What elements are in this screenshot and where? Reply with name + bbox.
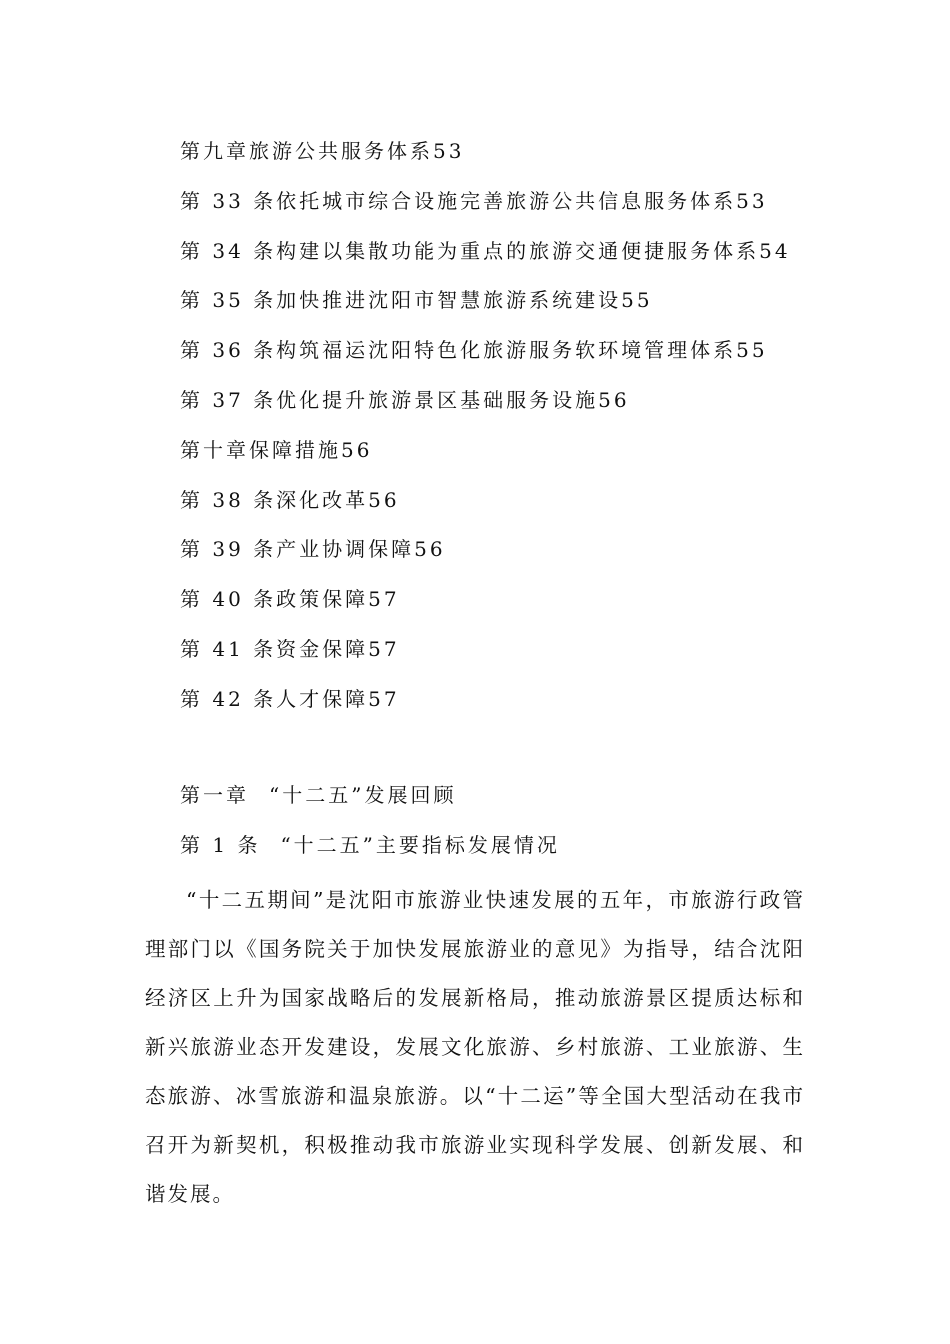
toc-entry-page: 56 — [341, 437, 373, 462]
toc-entry-label: 第十章 — [180, 437, 249, 462]
toc-entry-page: 54 — [759, 238, 791, 263]
toc-entry — [180, 180, 880, 230]
table-of-contents — [180, 130, 880, 728]
toc-entry-title: 旅游公共服务体系 — [249, 139, 433, 163]
section-heading-label: 第 1 条 — [180, 833, 261, 857]
toc-entry-label: 第 37 条 — [180, 387, 277, 412]
toc-entry-label: 第九章 — [180, 139, 249, 163]
toc-entry-title: 构筑福运沈阳特色化旅游服务软环境管理体系 — [276, 338, 737, 363]
toc-entry-label: 第 38 条 — [180, 487, 277, 512]
toc-entry — [180, 130, 880, 180]
toc-entry-page: 53 — [433, 139, 465, 163]
toc-entry-label: 第 35 条 — [180, 288, 277, 313]
toc-entry-page: 55 — [736, 338, 768, 363]
toc-entry-title: 加快推进沈阳市智慧旅游系统建设 — [276, 288, 622, 313]
toc-entry-label: 第 39 条 — [180, 537, 277, 562]
toc-entry-title: 优化提升旅游景区基础服务设施 — [276, 387, 599, 412]
toc-entry-title: 保障措施 — [249, 437, 341, 462]
toc-entry — [180, 578, 880, 628]
toc-entry-label: 第 36 条 — [180, 338, 277, 363]
chapter-heading-title: “十二五”发展回顾 — [269, 783, 457, 807]
toc-entry — [180, 279, 880, 329]
toc-entry-label: 第 40 条 — [180, 587, 277, 612]
chapter-heading-label: 第一章 — [180, 783, 249, 807]
toc-entry-page: 56 — [598, 387, 630, 412]
toc-entry-page: 56 — [368, 487, 400, 512]
toc-entry-title: 依托城市综合设施完善旅游公共信息服务体系 — [276, 188, 737, 213]
toc-entry — [180, 479, 880, 529]
toc-entry — [180, 379, 880, 429]
section-heading-title: “十二五”主要指标发展情况 — [280, 833, 560, 857]
body-paragraph: “十二五期间”是沈阳市旅游业快速发展的五年，市旅游行政管理部门以《国务院关于加快发展旅游业的意见》为指导，结合沈阳经济区上升为国家战略后的发展新格局，推动旅游景区提质达标和新兴旅游业态开发建设，发展文化旅游、乡村旅游、工业旅游、生态旅游、冰雪旅游和温泉旅游。以“十二运”等全国大型活动在我市召开为新契机，积极推动我市旅游业实现科学发展、创新发展、和谐发展。 — [145, 888, 805, 1206]
toc-entry-title: 资金保障 — [276, 636, 369, 661]
chapter-heading — [180, 772, 880, 822]
toc-entry — [180, 628, 880, 678]
toc-entry — [180, 230, 880, 280]
toc-entry-label: 第 42 条 — [180, 686, 277, 711]
section-heading — [180, 822, 880, 872]
toc-entry-title: 深化改革 — [276, 487, 369, 512]
section-headings — [180, 772, 880, 872]
toc-entry — [180, 429, 880, 479]
toc-entry-label: 第 33 条 — [180, 188, 277, 213]
toc-entry-page: 57 — [368, 686, 400, 711]
toc-entry-page: 55 — [621, 288, 653, 313]
toc-entry — [180, 528, 880, 578]
toc-entry-title: 人才保障 — [276, 686, 369, 711]
toc-entry-page: 56 — [414, 537, 446, 562]
toc-entry-page: 57 — [368, 587, 400, 612]
toc-entry-page: 57 — [368, 636, 400, 661]
toc-entry-title: 政策保障 — [276, 587, 369, 612]
toc-entry-label: 第 34 条 — [180, 238, 277, 263]
toc-entry — [180, 329, 880, 379]
toc-entry-title: 构建以集散功能为重点的旅游交通便捷服务体系 — [276, 238, 760, 263]
toc-entry — [180, 678, 880, 728]
toc-entry-label: 第 41 条 — [180, 636, 277, 661]
toc-entry-page: 53 — [736, 188, 768, 213]
toc-entry-title: 产业协调保障 — [276, 537, 415, 562]
